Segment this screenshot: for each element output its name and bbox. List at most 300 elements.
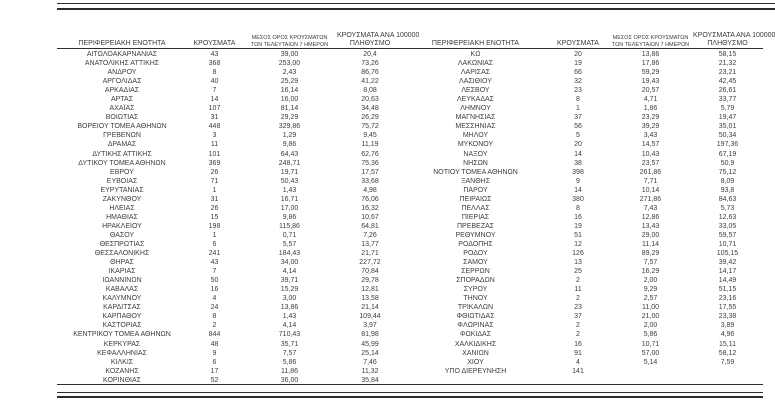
cell-cases: 14 [210, 96, 219, 104]
cell-avg7: 16,00 [280, 96, 299, 104]
table-row [403, 213, 762, 222]
table-row [57, 276, 403, 285]
cell-cases: 24 [210, 304, 219, 312]
cell-cases: 369 [208, 159, 221, 167]
table-row [403, 330, 762, 339]
cell-region: ΚΟΖΑΝΗΣ [105, 367, 139, 375]
cell-avg7: 64,43 [280, 150, 299, 158]
cell-avg7: 184,43 [278, 250, 301, 258]
cell-avg7: 11,14 [642, 240, 659, 248]
cell-region: ΚΑΣΤΟΡΙΑΣ [102, 322, 142, 330]
cell-per100k: 35,84 [361, 376, 379, 384]
cell-region: ΚΕΦΑΛΛΗΝΙΑΣ [97, 349, 147, 357]
cell-cases: 8 [576, 204, 580, 212]
cell-region: ΙΩΑΝΝΙΝΩΝ [102, 277, 142, 285]
cell-per100k: 197,36 [716, 141, 739, 149]
cell-avg7: 4,14 [282, 322, 297, 330]
cell-avg7: 13,86 [280, 304, 299, 312]
cell-per100k: 227,72 [359, 259, 381, 267]
cell-region: ΒΟΙΩΤΙΑΣ [105, 114, 139, 122]
cell-avg7: 23,57 [641, 159, 660, 167]
cell-cases: 14 [574, 186, 582, 194]
cell-region: ΞΑΝΘΗΣ [460, 177, 491, 185]
table-row [57, 303, 403, 312]
column-header-per100k [693, 26, 775, 50]
table-row [57, 349, 403, 358]
cell-region: ΑΡΤΑΣ [110, 96, 134, 104]
cell-region: ΒΟΡΕΙΟΥ ΤΟΜΕΑ ΑΘΗΝΩΝ [77, 123, 167, 131]
column-header-per100k-line2: ΠΛΗΘΥΣΜΟ [707, 40, 748, 47]
table-row [403, 150, 762, 159]
table-row [57, 113, 403, 122]
cell-per100k: 20,63 [361, 96, 379, 104]
cell-cases: 19 [574, 60, 582, 68]
cell-per100k: 17,55 [718, 304, 737, 312]
cell-cases: 13 [574, 259, 582, 267]
cell-per100k: 109,44 [359, 313, 381, 321]
cell-avg7: 35,71 [280, 340, 299, 348]
column-header-cases: ΚΡΟΥΣΜΑΤΑ [193, 40, 236, 47]
cell-avg7: 14,57 [641, 141, 660, 149]
cell-avg7: 57,00 [641, 349, 660, 357]
cell-cases: 6 [212, 240, 217, 248]
table-row [403, 358, 762, 367]
cell-region: ΜΑΓΝΗΣΙΑΣ [455, 114, 496, 122]
cases-table-right [403, 26, 775, 376]
cell-region: ΚΑΛΥΜΝΟΥ [102, 295, 142, 303]
table-row [57, 122, 403, 131]
cell-avg7: 2,00 [643, 277, 658, 285]
cell-avg7: 329,86 [278, 123, 301, 131]
cell-region: ΑΧΑΪΑΣ [109, 105, 135, 113]
cell-avg7: 19,43 [641, 78, 660, 86]
cell-region: ΙΚΑΡΙΑΣ [108, 268, 136, 276]
column-header-per100k-line1: ΚΡΟΥΣΜΑΤΑ ΑΝΑ 100000 [693, 32, 775, 39]
table-row [403, 294, 762, 303]
cell-per100k: 25,14 [361, 349, 379, 357]
table-row [403, 113, 762, 122]
cell-avg7: 5,57 [282, 240, 297, 248]
cell-avg7: 9,29 [643, 286, 658, 294]
cell-region: ΡΕΘΥΜΝΟΥ [455, 231, 496, 239]
cell-per100k: 29,78 [361, 277, 379, 285]
cell-cases: 16 [574, 340, 582, 348]
cell-region: ΛΕΥΚΑΔΑΣ [456, 96, 495, 104]
table-row [403, 249, 762, 258]
cell-avg7: 3,00 [282, 295, 297, 303]
table-row [403, 204, 762, 213]
column-header-avg7 [608, 26, 693, 50]
cell-per100k: 75,36 [361, 159, 379, 167]
cell-per100k: 15,11 [719, 340, 736, 348]
cell-avg7: 7,57 [643, 259, 658, 267]
table-row [57, 186, 403, 195]
cell-per100k: 10,71 [718, 240, 737, 248]
cell-per100k: 33,68 [361, 177, 379, 185]
cell-per100k: 11,19 [361, 141, 379, 149]
cell-cases: 7 [212, 87, 217, 95]
cell-avg7: 12,86 [641, 213, 660, 221]
cell-per100k: 34,48 [361, 105, 379, 113]
cell-per100k: 33,05 [718, 222, 737, 230]
cell-cases: 844 [208, 331, 221, 339]
cell-avg7: 1,86 [643, 105, 658, 113]
cell-region: ΛΑΚΩΝΙΑΣ [457, 60, 494, 68]
cell-avg7: 710,43 [278, 331, 301, 339]
cell-per100k: 5,79 [720, 105, 735, 113]
cell-region: ΣΕΡΡΩΝ [461, 268, 490, 276]
cell-cases: 8 [212, 313, 217, 321]
cell-per100k: 42,45 [718, 78, 737, 86]
cell-region: ΡΟΔΟΥ [463, 250, 488, 258]
cell-cases: 37 [574, 114, 582, 122]
cell-cases: 40 [210, 78, 219, 86]
cell-cases: 2 [576, 295, 580, 303]
table-row [57, 104, 403, 113]
cell-region: ΚΟΡΙΝΘΙΑΣ [103, 376, 141, 384]
cell-region: ΚΕΡΚΥΡΑΣ [103, 340, 141, 348]
cell-region: ΡΟΔΟΠΗΣ [458, 240, 493, 248]
cell-avg7: 21,00 [641, 313, 660, 321]
cell-avg7: 10,43 [641, 150, 660, 158]
cell-per100k: 84,63 [718, 195, 737, 203]
table-bottom-rule [57, 384, 763, 385]
cell-per100k: 8,09 [720, 177, 735, 185]
column-header-per100k [337, 26, 420, 50]
cell-per100k: 51,15 [718, 286, 737, 294]
table-body [57, 50, 403, 385]
cell-region: ΗΡΑΚΛΕΙΟΥ [102, 222, 142, 230]
table-row [403, 195, 762, 204]
cell-region: ΥΠΟ ΔΙΕΡΕΥΝΗΣΗ [444, 367, 507, 375]
cell-per100k: 75,72 [361, 123, 379, 131]
table-header [57, 26, 420, 50]
cell-cases: 2 [576, 322, 580, 330]
cell-region: ΚΩ [470, 51, 481, 58]
cell-per100k: 12,63 [718, 213, 737, 221]
cell-region: ΧΑΝΙΩΝ [462, 349, 489, 357]
cell-cases: 26 [210, 168, 219, 176]
cell-region: ΘΗΡΑΣ [110, 259, 134, 267]
cell-per100k: 26,29 [361, 114, 379, 122]
cell-cases: 241 [208, 250, 221, 258]
table-row [403, 140, 762, 149]
table-header [403, 26, 775, 50]
cell-per100k: 16,32 [361, 204, 379, 212]
cell-cases: 25 [574, 268, 582, 276]
cell-avg7: 29,00 [641, 231, 660, 239]
cell-per100k: 17,57 [361, 168, 379, 176]
table-row [57, 231, 403, 240]
cell-avg7: 16,29 [641, 268, 660, 276]
table-row [57, 222, 403, 231]
cell-avg7: 7,71 [643, 177, 658, 185]
cell-region: ΣΠΟΡΑΔΩΝ [456, 277, 495, 285]
table-row [57, 312, 403, 321]
table-row [57, 204, 403, 213]
cell-cases: 380 [572, 195, 584, 203]
table-row [403, 86, 762, 95]
cell-cases: 198 [208, 222, 221, 230]
cell-cases: 31 [210, 195, 219, 203]
cell-cases: 9 [576, 177, 580, 185]
cell-per100k: 21,32 [718, 60, 737, 68]
cell-cases: 448 [208, 123, 221, 131]
cell-avg7: 5,86 [282, 358, 297, 366]
cell-avg7: 1,43 [282, 186, 297, 194]
cell-avg7: 16,71 [280, 195, 299, 203]
header-row [57, 26, 403, 50]
table-row [57, 213, 403, 222]
cell-per100k: 33,77 [718, 96, 737, 104]
cell-per100k: 7,46 [363, 358, 377, 366]
table-row [403, 276, 762, 285]
cell-per100k: 9,45 [363, 132, 377, 140]
cell-cases: 9 [212, 349, 217, 357]
table-row [403, 312, 762, 321]
cell-region: ΠΙΕΡΙΑΣ [461, 213, 490, 221]
cell-region: ΚΑΡΠΑΘΟΥ [102, 313, 142, 321]
cell-region: ΦΘΙΩΤΙΔΑΣ [456, 313, 495, 321]
cell-cases: 2 [576, 277, 580, 285]
cell-per100k: 7,59 [720, 358, 735, 366]
table-row [57, 249, 403, 258]
cell-avg7: 23,29 [641, 114, 660, 122]
table-row [57, 195, 403, 204]
table-row [403, 258, 762, 267]
cell-cases: 37 [574, 313, 582, 321]
cell-cases: 51 [574, 231, 582, 239]
cell-region: ΗΛΕΙΑΣ [109, 204, 135, 212]
cell-region: ΠΡΕΒΕΖΑΣ [456, 222, 494, 230]
table-row [57, 258, 403, 267]
table-row [403, 186, 762, 195]
table-row [57, 294, 403, 303]
cell-avg7 [608, 367, 693, 376]
cell-cases: 101 [208, 150, 221, 158]
cell-per100k: 8,08 [363, 87, 377, 95]
table-row [57, 285, 403, 294]
cell-region: ΔΡΑΜΑΣ [107, 141, 137, 149]
cell-region: ΣΥΡΟΥ [463, 286, 488, 294]
cell-per100k: 14,49 [718, 277, 737, 285]
table-row [57, 77, 403, 86]
cell-avg7: 271,86 [639, 195, 662, 203]
cell-per100k: 41,22 [361, 78, 379, 86]
cell-per100k: 19,47 [718, 114, 737, 122]
cell-per100k: 5,73 [720, 204, 735, 212]
table-row [403, 68, 762, 77]
cell-per100k: 70,84 [361, 268, 379, 276]
cell-region: ΜΕΣΣΗΝΙΑΣ [455, 123, 496, 131]
table-row [57, 367, 403, 376]
cell-cases: 11 [210, 141, 219, 149]
cell-avg7: 39,71 [280, 277, 299, 285]
cell-per100k: 23,38 [718, 313, 737, 321]
cell-region: ΣΑΜΟΥ [463, 259, 488, 267]
cell-avg7: 17,00 [280, 204, 299, 212]
cell-per100k [693, 367, 762, 376]
table-row [57, 50, 403, 59]
cell-per100k: 21,71 [361, 250, 379, 258]
cell-avg7: 2,43 [282, 69, 297, 77]
table-row [57, 358, 403, 367]
cell-cases: 126 [572, 250, 584, 258]
cell-cases: 91 [574, 349, 582, 357]
cell-region: ΘΕΣΠΡΩΤΙΑΣ [99, 240, 145, 248]
cell-region: ΘΑΣΟΥ [109, 231, 135, 239]
cell-per100k: 93,8 [720, 186, 735, 194]
cell-cases: 8 [576, 96, 580, 104]
table-row [57, 59, 403, 68]
cell-avg7: 13,86 [641, 51, 660, 58]
cell-cases: 1 [212, 186, 217, 194]
cell-avg7: 19,71 [280, 168, 299, 176]
table-row [403, 168, 762, 177]
cell-per100k: 59,57 [718, 231, 737, 239]
table-row [57, 86, 403, 95]
cell-avg7: 59,29 [641, 69, 660, 77]
cell-per100k: 50,9 [720, 159, 735, 167]
cell-avg7: 29,29 [280, 114, 299, 122]
column-header-avg7-line2: ΤΩΝ ΤΕΛΕΥΤΑΙΩΝ 7 ΗΜΕΡΩΝ [250, 41, 329, 48]
cell-per100k: 4,96 [720, 331, 735, 339]
cell-cases: 17 [210, 367, 219, 375]
cell-avg7: 0,71 [282, 231, 297, 239]
cell-cases: 5 [576, 132, 580, 140]
cell-per100k: 14,17 [718, 268, 737, 276]
table-row [403, 321, 762, 330]
table-row [57, 159, 403, 168]
cell-per100k: 4,98 [363, 186, 377, 194]
cell-region: ΜΗΛΟΥ [462, 132, 489, 140]
cell-per100k: 3,97 [363, 322, 377, 330]
cell-region: ΚΙΛΚΙΣ [110, 358, 134, 366]
cell-avg7: 16,14 [280, 87, 299, 95]
column-header-cases: ΚΡΟΥΣΜΑΤΑ [557, 40, 599, 47]
cell-region: ΗΜΑΘΙΑΣ [106, 213, 138, 221]
cell-region: ΧΙΟΥ [467, 358, 484, 366]
cell-cases: 52 [210, 376, 219, 384]
cell-avg7: 25,29 [280, 78, 299, 86]
table-row [57, 68, 403, 77]
table-row [403, 222, 762, 231]
cell-region: ΕΥΒΟΙΑΣ [106, 177, 138, 185]
cell-region: ΚΑΒΑΛΑΣ [105, 286, 139, 294]
cell-region: ΔΥΤΙΚΟΥ ΤΟΜΕΑ ΑΘΗΝΩΝ [78, 159, 166, 167]
cell-region: ΤΗΝΟΥ [463, 295, 488, 303]
table-row [57, 330, 403, 339]
cell-cases: 16 [210, 286, 219, 294]
cell-cases: 71 [210, 177, 219, 185]
cell-per100k: 67,19 [718, 150, 737, 158]
table-row [403, 177, 762, 186]
cell-avg7: 7,57 [282, 349, 297, 357]
cell-cases: 20 [574, 51, 582, 58]
cell-per100k: 21,14 [361, 304, 379, 312]
cell-per100k: 39,42 [718, 259, 737, 267]
cell-cases: 11 [574, 286, 582, 294]
cell-cases: 2 [212, 322, 217, 330]
column-header-avg7 [242, 26, 337, 50]
cell-cases: 398 [572, 168, 584, 176]
cell-cases: 6 [212, 358, 217, 366]
cell-cases: 48 [210, 340, 219, 348]
cell-avg7: 1,29 [282, 132, 297, 140]
table-row [403, 285, 762, 294]
table-row [57, 321, 403, 330]
table-row [403, 104, 762, 113]
cell-per100k: 12,81 [361, 286, 379, 294]
column-header-region: ΠΕΡΙΦΕΡΕΙΑΚΗ ΕΝΟΤΗΤΑ [78, 40, 166, 47]
cell-per100k: 64,81 [361, 222, 379, 230]
cell-per100k: 62,76 [361, 150, 379, 158]
cell-avg7: 5,86 [643, 331, 658, 339]
column-header-region: ΠΕΡΙΦΕΡΕΙΑΚΗ ΕΝΟΤΗΤΑ [431, 40, 520, 47]
cell-avg7: 5,14 [643, 358, 658, 366]
cell-cases: 141 [572, 367, 584, 375]
cell-avg7: 3,43 [643, 132, 658, 140]
table-row [403, 231, 762, 240]
cell-avg7: 4,71 [643, 96, 658, 104]
cell-region: ΓΡΕΒΕΝΩΝ [103, 132, 141, 140]
cell-cases: 14 [574, 150, 582, 158]
cell-avg7: 11,00 [642, 304, 659, 312]
cell-avg7: 4,14 [282, 268, 297, 276]
cell-region: ΔΥΤΙΚΗΣ ΑΤΤΙΚΗΣ [92, 150, 152, 158]
cell-region: ΕΥΡΥΤΑΝΙΑΣ [100, 186, 144, 194]
cell-avg7: 39,29 [641, 123, 660, 131]
cell-region: ΠΑΡΟΥ [463, 186, 488, 194]
table-row [57, 140, 403, 149]
table-body [403, 50, 762, 376]
table-row [403, 267, 762, 276]
cell-avg7: 20,57 [641, 87, 660, 95]
cell-cases: 15 [210, 213, 219, 221]
cell-avg7: 39,00 [280, 51, 299, 58]
top-double-rule [57, 3, 775, 10]
cell-avg7: 2,00 [643, 322, 658, 330]
cell-per100k: 105,15 [716, 250, 739, 258]
table-row [403, 340, 762, 349]
cell-per100k: 58,12 [718, 349, 737, 357]
cell-cases: 368 [208, 60, 221, 68]
cell-region: ΛΑΣΙΘΙΟΥ [459, 78, 492, 86]
table-row [403, 59, 762, 68]
cell-avg7: 261,86 [639, 168, 662, 176]
cases-table-left [57, 26, 420, 385]
cell-cases: 56 [574, 123, 582, 131]
cell-per100k: 86,76 [361, 69, 379, 77]
table-row [403, 122, 762, 131]
cell-per100k: 13,58 [361, 295, 379, 303]
cell-per100k: 7,26 [363, 231, 377, 239]
table-row [57, 177, 403, 186]
cell-region: ΝΟΤΙΟΥ ΤΟΜΕΑ ΑΘΗΝΩΝ [433, 168, 518, 176]
cell-avg7: 13,43 [641, 222, 660, 230]
cell-cases: 1 [576, 105, 580, 113]
table-row [57, 150, 403, 159]
cell-per100k: 50,34 [718, 132, 737, 140]
cell-avg7: 50,43 [280, 177, 299, 185]
cell-avg7: 17,86 [641, 60, 660, 68]
cell-cases: 50 [210, 277, 219, 285]
column-header-per100k-line1: ΚΡΟΥΣΜΑΤΑ ΑΝΑ 100000 [337, 32, 420, 39]
cell-cases: 26 [210, 204, 219, 212]
cell-region: ΘΕΣΣΑΛΟΝΙΚΗΣ [94, 250, 150, 258]
cell-cases: 1 [212, 231, 217, 239]
cell-per100k: 58,15 [718, 51, 737, 58]
